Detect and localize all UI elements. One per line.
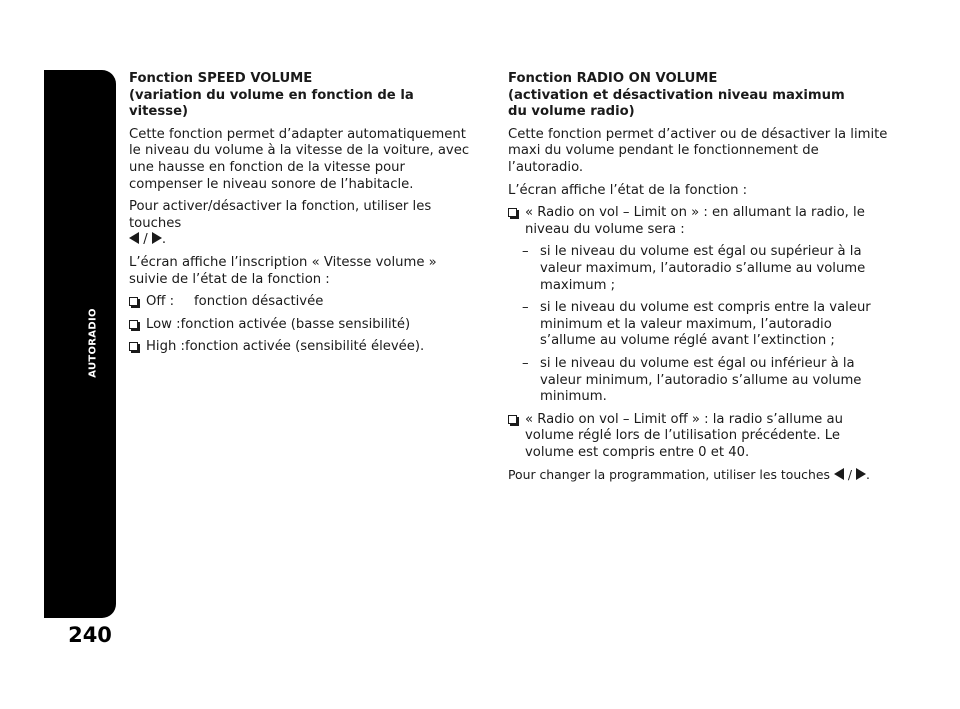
- page-number: 240: [68, 623, 112, 647]
- list-item: [508, 205, 888, 238]
- paragraph-end: .: [161, 232, 167, 248]
- key-separator: /: [139, 232, 152, 248]
- dash-text: si le niveau du volume est égal ou inférieur à la valeur minimum, l’autoradio s’allume au volume minimum.: [540, 355, 862, 405]
- item-text: « Radio on vol – Limit on » : en allumant la radio, le niveau du volume sera :: [525, 205, 865, 237]
- left-arrow-icon: [129, 232, 139, 244]
- checkbox-bullet-icon: [508, 208, 517, 217]
- paragraph: L’écran affiche l’inscription « Vitesse volume » suivie de l’état de la fonction :: [129, 254, 437, 287]
- item-text: fonction activée (sensibilité élevée).: [184, 339, 425, 355]
- list-item: [129, 317, 474, 334]
- dash-text: si le niveau du volume est compris entre la valeur minimum et la valeur maximum, l’autoradio s’allume au volume réglé avant l’extinction ;: [540, 300, 871, 349]
- paragraph-keys: [129, 199, 474, 249]
- item-text: « Radio on vol – Limit off » : la radio s’allume au volume réglé lors de l’utilisation précédente. Le volume est compris entre 0 et 40.: [525, 411, 843, 460]
- item-text: fonction activée (basse sensibilité): [180, 316, 411, 332]
- checkbox-bullet-icon: [129, 320, 138, 329]
- heading-prefix: Fonction: [508, 71, 577, 86]
- paragraph: Cette fonction permet d’activer ou de désactiver la limite maxi du volume pendant le fonctionnement de l’autoradio.: [508, 126, 888, 175]
- heading-subtitle: (variation du volume en fonction de la vitesse): [129, 87, 414, 120]
- heading-subtitle: du volume radio): [508, 104, 635, 120]
- dash-item: [508, 300, 888, 350]
- speed-volume-heading: [129, 71, 474, 121]
- checkbox-bullet-icon: [129, 342, 138, 351]
- checkbox-bullet-icon: [508, 415, 517, 424]
- final-paragraph: [508, 467, 888, 484]
- paragraph: Cette fonction permet d’adapter automatiquement le niveau du volume à la vitesse de la voiture, avec une hausse en fonction de la vitesse pour compenser le niveau sonore de l’habitacle.: [129, 126, 470, 192]
- paragraph: L’écran affiche l’état de la fonction :: [508, 182, 748, 198]
- radio-on-volume-heading: [508, 71, 888, 121]
- list-item: [129, 294, 474, 311]
- item-key: High :: [146, 339, 185, 355]
- dash-item: [508, 244, 888, 294]
- heading-title: SPEED VOLUME: [197, 71, 313, 86]
- section-label: AUTORADIO: [87, 308, 99, 378]
- checkbox-bullet-icon: [129, 297, 138, 306]
- list-item: [508, 412, 888, 462]
- heading-prefix: Fonction: [129, 71, 198, 86]
- dash-item: [508, 356, 888, 406]
- heading-title: RADIO ON VOLUME: [576, 71, 718, 86]
- left-arrow-icon: [834, 468, 844, 480]
- right-arrow-icon: [152, 232, 162, 244]
- dash-mark: –: [522, 355, 529, 371]
- item-key: Low :: [146, 316, 181, 332]
- list-item: [129, 339, 474, 356]
- heading-subtitle: (activation et désactivation niveau maximum: [508, 87, 845, 103]
- paragraph-text: Pour activer/désactiver la fonction, utiliser les touches: [129, 199, 432, 231]
- item-text: fonction désactivée: [194, 294, 324, 310]
- dash-text: si le niveau du volume est égal ou supérieur à la valeur maximum, l’autoradio s’allume au volume maximum ;: [540, 244, 866, 293]
- left-column: [129, 71, 474, 362]
- dash-mark: –: [522, 300, 529, 316]
- item-key: Off :: [146, 294, 175, 310]
- paragraph-text: Pour changer la programmation, utiliser les touches: [508, 467, 830, 483]
- right-arrow-icon: [856, 468, 866, 480]
- paragraph-end: .: [865, 467, 870, 483]
- dash-mark: –: [522, 244, 529, 260]
- right-column: [508, 71, 888, 490]
- key-separator: /: [843, 467, 856, 483]
- section-tab: [44, 70, 116, 618]
